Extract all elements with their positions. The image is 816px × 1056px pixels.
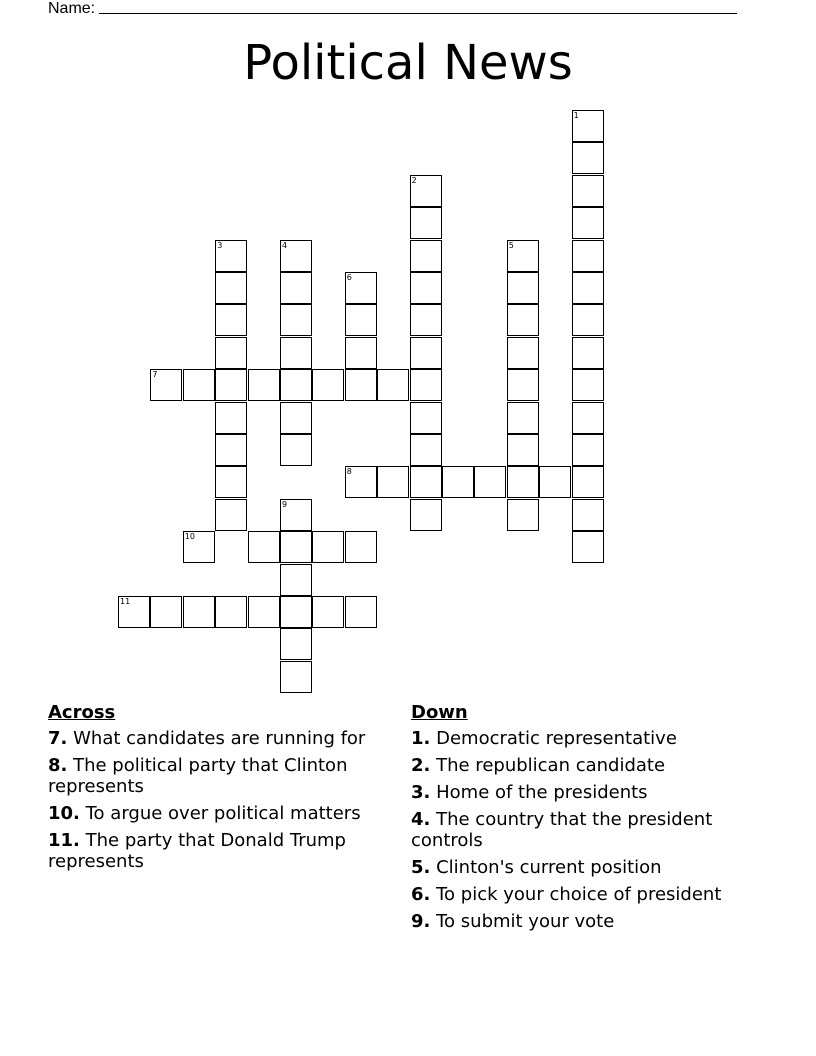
grid-cell-1[interactable] xyxy=(572,110,604,142)
grid-cell-2[interactable] xyxy=(410,175,442,207)
grid-cell[interactable] xyxy=(280,628,312,660)
page-title: Political News xyxy=(243,35,573,91)
clue-down-3: 3. Home of the presidents xyxy=(411,782,648,803)
clue-number: 5 xyxy=(508,240,514,250)
grid-cell[interactable] xyxy=(507,369,539,401)
clue-number: 8 xyxy=(346,467,352,477)
grid-cell[interactable] xyxy=(215,272,247,304)
grid-cell[interactable] xyxy=(410,304,442,336)
grid-cell[interactable] xyxy=(410,369,442,401)
grid-cell[interactable] xyxy=(215,596,247,628)
grid-cell[interactable] xyxy=(312,596,344,628)
across-clues xyxy=(48,702,398,878)
grid-cell[interactable] xyxy=(280,304,312,336)
grid-cell-11[interactable] xyxy=(118,596,150,628)
grid-cell-3[interactable] xyxy=(215,240,247,272)
clue-number: 2 xyxy=(411,175,417,185)
clue-number: 1 xyxy=(573,111,579,120)
grid-cell[interactable] xyxy=(572,240,604,272)
grid-cell[interactable] xyxy=(410,272,442,304)
clue-number: 6 xyxy=(346,273,352,282)
down-heading: Down xyxy=(411,702,468,723)
name-label: Name: xyxy=(48,0,96,17)
clue-number: 10 xyxy=(184,532,195,542)
clue-down-6: 6. To pick your choice of president xyxy=(411,884,722,905)
grid-cell[interactable] xyxy=(215,369,247,401)
grid-cell[interactable] xyxy=(572,466,604,498)
grid-cell[interactable] xyxy=(442,466,474,498)
clue-down-5: 5. Clinton's current position xyxy=(411,857,662,878)
grid-cell[interactable] xyxy=(572,369,604,401)
grid-cell[interactable] xyxy=(280,531,312,563)
grid-cell[interactable] xyxy=(507,402,539,434)
clue-down-4: 4. The country that the president controls xyxy=(411,809,713,851)
grid-cell[interactable] xyxy=(410,499,442,531)
grid-cell[interactable] xyxy=(215,402,247,434)
grid-cell[interactable] xyxy=(377,369,409,401)
grid-cell[interactable] xyxy=(248,531,280,563)
grid-cell[interactable] xyxy=(572,175,604,207)
grid-cell[interactable] xyxy=(572,337,604,369)
clue-down-2: 2. The republican candidate xyxy=(411,755,666,776)
grid-cell[interactable] xyxy=(215,337,247,369)
clue-across-8: 8. The political party that Clinton represents xyxy=(48,755,348,797)
grid-cell[interactable] xyxy=(410,337,442,369)
grid-cell[interactable] xyxy=(280,369,312,401)
grid-cell[interactable] xyxy=(215,466,247,498)
clue-across-10: 10. To argue over political matters xyxy=(48,803,361,824)
grid-cell[interactable] xyxy=(507,337,539,369)
grid-cell-9[interactable] xyxy=(280,499,312,531)
grid-cell[interactable] xyxy=(280,596,312,628)
grid-cell[interactable] xyxy=(507,434,539,466)
grid-cell[interactable] xyxy=(280,564,312,596)
grid-cell-8[interactable] xyxy=(345,466,377,498)
grid-cell[interactable] xyxy=(507,466,539,498)
clue-number: 7 xyxy=(152,370,158,380)
grid-cell[interactable] xyxy=(345,369,377,401)
grid-cell-10[interactable] xyxy=(183,531,215,563)
clue-number: 3 xyxy=(217,240,223,250)
grid-cell[interactable] xyxy=(345,304,377,336)
grid-cell[interactable] xyxy=(312,531,344,563)
grid-cell[interactable] xyxy=(215,304,247,336)
grid-cell[interactable] xyxy=(183,596,215,628)
clue-down-9: 9. To submit your vote xyxy=(411,911,615,932)
grid-cell-4[interactable] xyxy=(280,240,312,272)
grid-cell[interactable] xyxy=(345,531,377,563)
clue-across-11: 11. The party that Donald Trump represents xyxy=(48,830,346,872)
grid-cell[interactable] xyxy=(345,596,377,628)
grid-cell[interactable] xyxy=(280,434,312,466)
grid-cell[interactable] xyxy=(572,142,604,174)
grid-cell[interactable] xyxy=(248,369,280,401)
grid-cell-5[interactable] xyxy=(507,240,539,272)
grid-cell[interactable] xyxy=(572,434,604,466)
grid-cell[interactable] xyxy=(572,531,604,563)
grid-cell[interactable] xyxy=(345,337,377,369)
clue-number: 4 xyxy=(282,240,288,250)
down-clues xyxy=(411,702,756,938)
grid-cell[interactable] xyxy=(183,369,215,401)
grid-cell[interactable] xyxy=(507,304,539,336)
grid-cell[interactable] xyxy=(215,499,247,531)
grid-cell[interactable] xyxy=(410,434,442,466)
grid-cell[interactable] xyxy=(215,434,247,466)
grid-cell[interactable] xyxy=(280,272,312,304)
grid-cell[interactable] xyxy=(507,272,539,304)
grid-cell[interactable] xyxy=(280,402,312,434)
grid-cell[interactable] xyxy=(312,369,344,401)
across-heading: Across xyxy=(48,702,116,723)
clue-number: 11 xyxy=(120,597,131,606)
clue-down-1: 1. Democratic representative xyxy=(411,728,677,749)
grid-cell[interactable] xyxy=(410,466,442,498)
grid-cell[interactable] xyxy=(150,596,182,628)
grid-cell[interactable] xyxy=(572,304,604,336)
grid-cell-7[interactable] xyxy=(150,369,182,401)
clue-across-7: 7. What candidates are running for xyxy=(48,728,366,749)
grid-cell[interactable] xyxy=(410,207,442,239)
grid-cell[interactable] xyxy=(410,240,442,272)
grid-cell-6[interactable] xyxy=(345,272,377,304)
grid-cell[interactable] xyxy=(507,499,539,531)
grid-cell[interactable] xyxy=(248,596,280,628)
grid-cell[interactable] xyxy=(280,661,312,693)
clue-number: 9 xyxy=(282,499,288,509)
grid-cell[interactable] xyxy=(539,466,571,498)
grid-cell[interactable] xyxy=(377,466,409,498)
grid-cell[interactable] xyxy=(572,499,604,531)
grid-cell[interactable] xyxy=(474,466,506,498)
grid-cell[interactable] xyxy=(572,272,604,304)
grid-cell[interactable] xyxy=(410,402,442,434)
grid-cell[interactable] xyxy=(572,402,604,434)
grid-cell[interactable] xyxy=(572,207,604,239)
grid-cell[interactable] xyxy=(280,337,312,369)
